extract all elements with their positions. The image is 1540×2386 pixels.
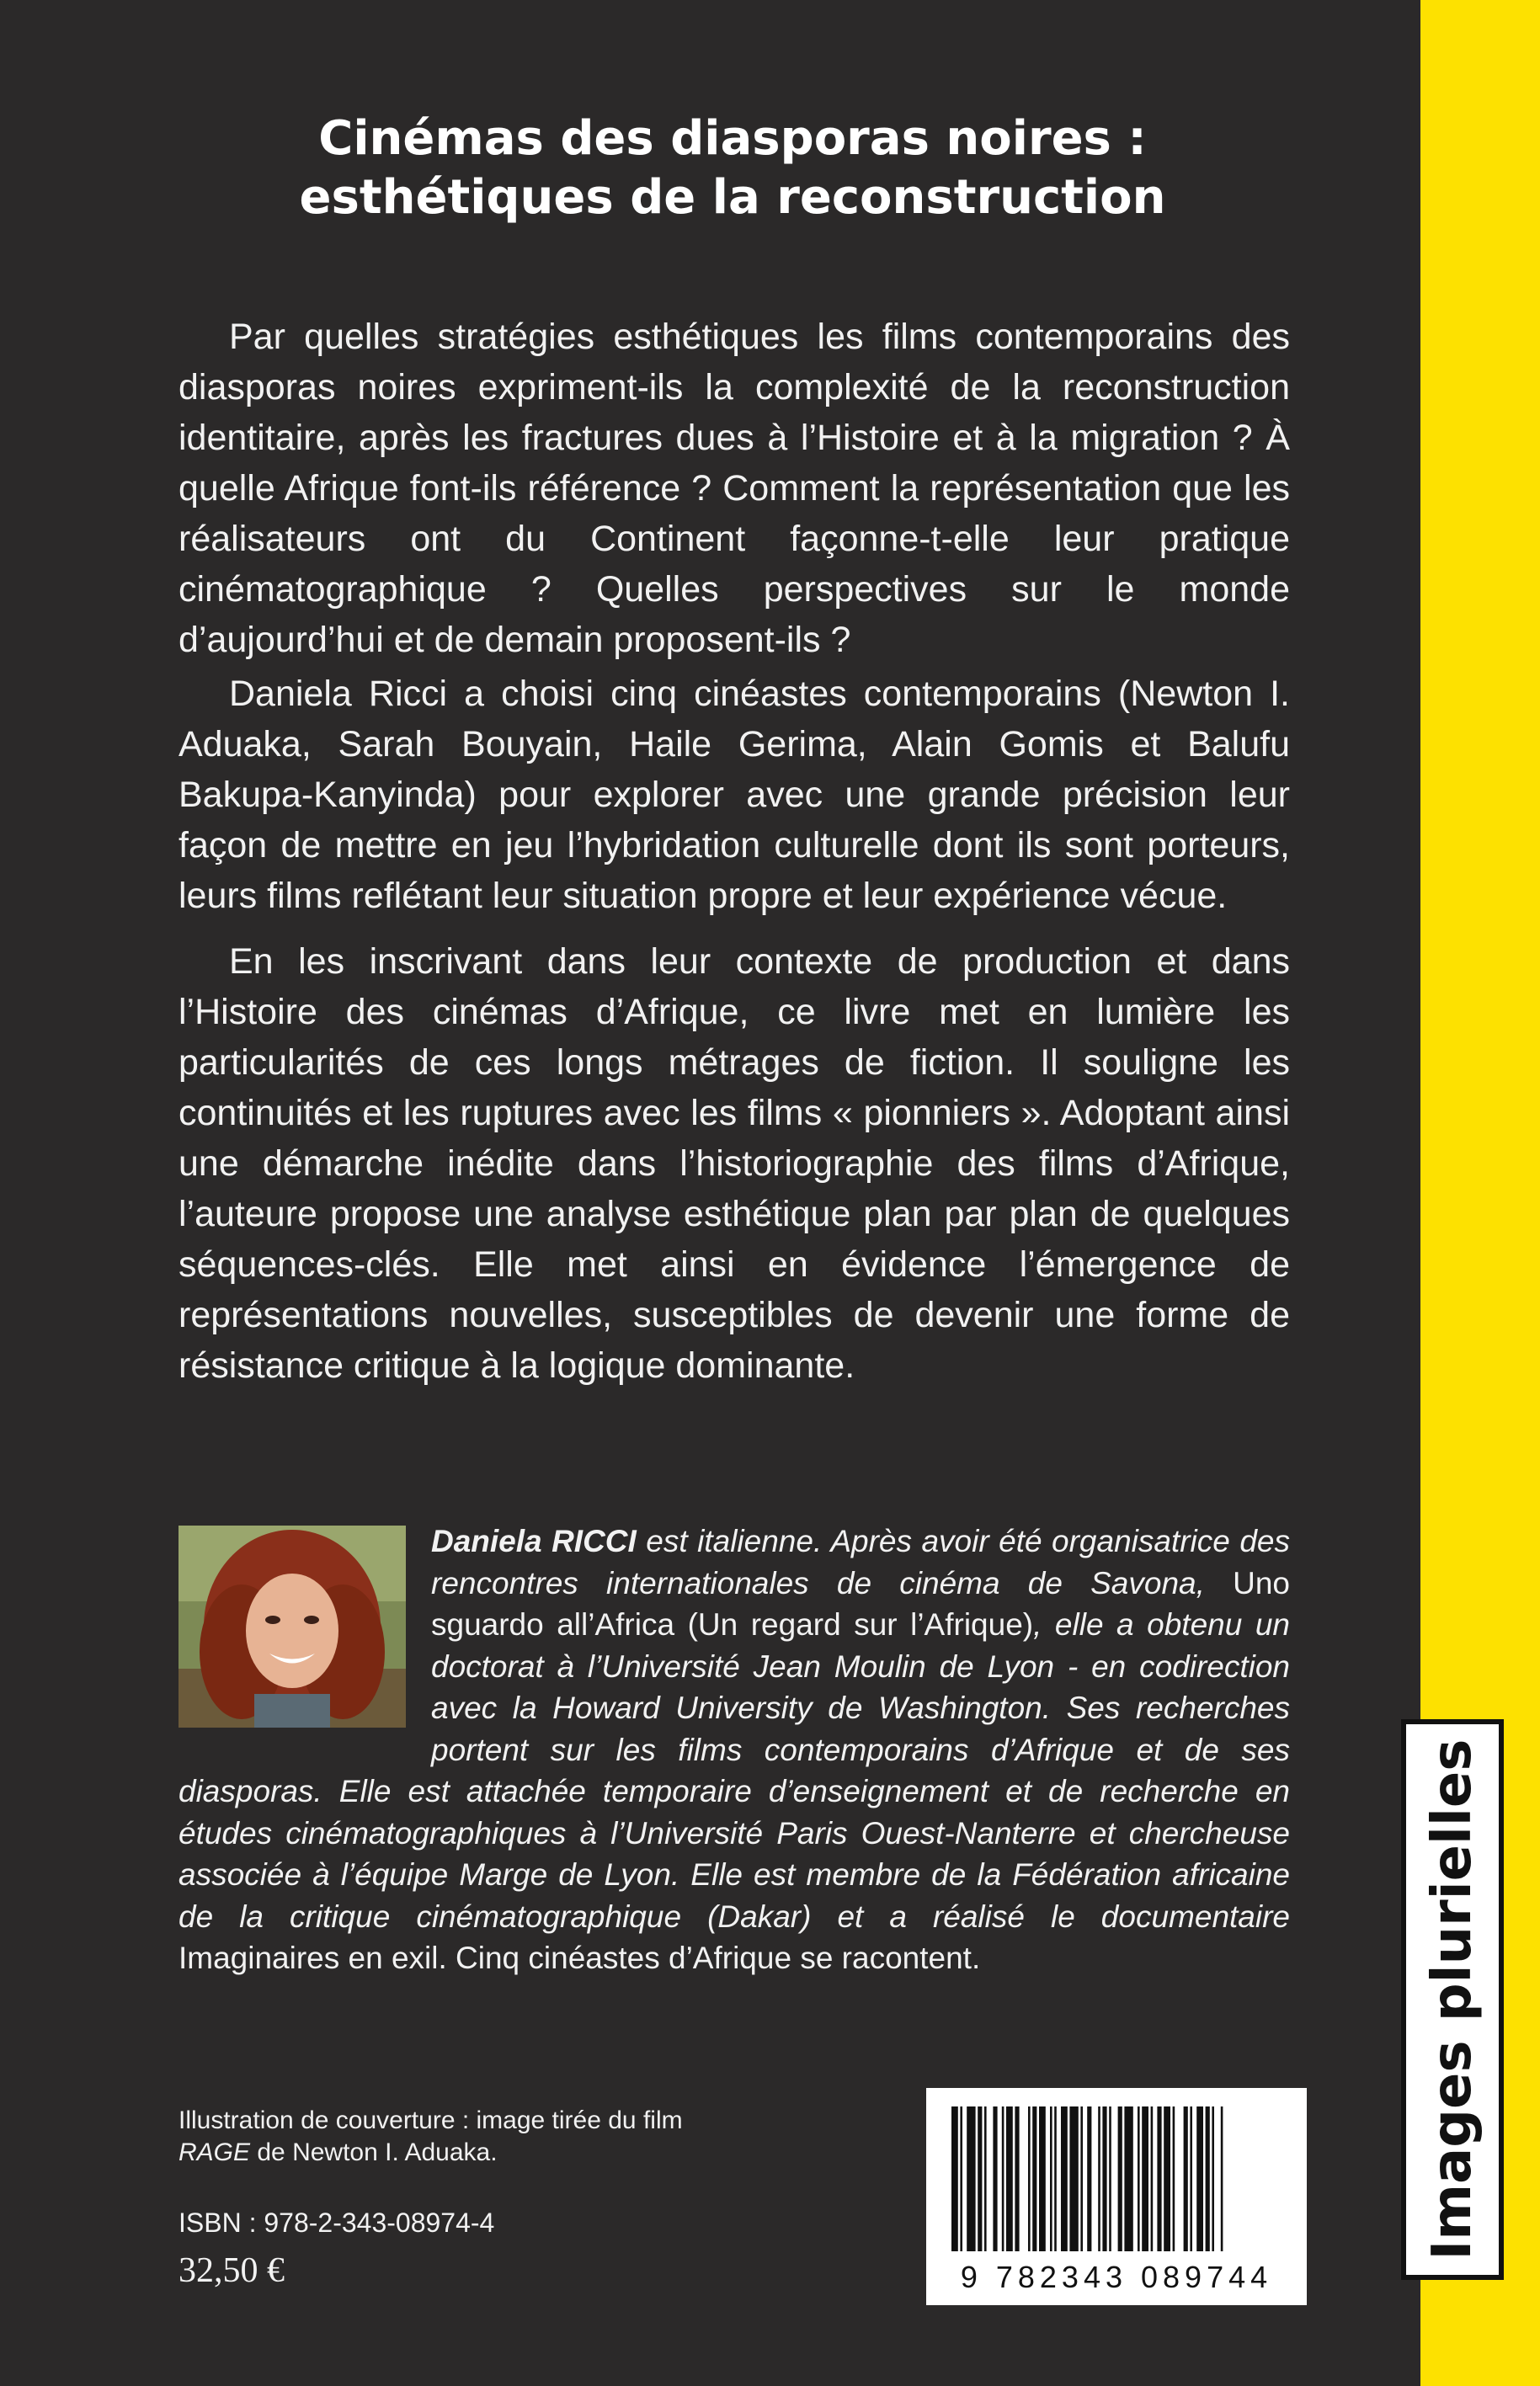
isbn: ISBN : 978-2-343-08974-4 [179, 2208, 495, 2238]
bio-text-1: est italienne. Après avoir été organisatrice des rencontres internationales de cinéma de Savona, [431, 1524, 1290, 1600]
series-label-box [1401, 1719, 1504, 2280]
series-label: Images plurielles [1421, 1739, 1484, 2261]
illustration-line-2: de Newton I. Aduaka. [250, 2138, 498, 2166]
summary-paragraph-3: En les inscrivant dans leur contexte de production et dans l’Histoire des cinémas d’Afrique, ce livre met en lumière les particularités de ces longs métrages de fiction. Il souligne les continuités et les ruptures avec les films « pionniers ». Adoptant ainsi une démarche inédite dans l’historiographie des films d’Afrique, l’auteure propose une analyse esthétique plan par plan de quelques séquences-clés. Elle met ainsi en évidence l’émergence de représentations nouvelles, susceptibles de devenir une forme de résistance critique à la logique dominante. [179, 941, 1290, 1386]
summary-paragraph-2: Daniela Ricci a choisi cinq cinéastes contemporains (Newton I. Aduaka, Sarah Bouyain, Haile Gerima, Alain Gomis et Balufu Bakupa-Kanyinda) pour explorer avec une grande précision leur façon de mettre en jeu l’hybridation culturelle dont ils sont porteurs, leurs films reflétant leur situation propre et leur expérience vécue. [179, 674, 1290, 916]
illustration-line-1: Illustration de couverture : image tirée du film [179, 2106, 683, 2134]
author-name: Daniela RICCI [431, 1524, 637, 1558]
cover-illustration-credit [179, 2105, 768, 2169]
documentary-title: Imaginaires en exil. Cinq cinéastes d’Afrique se racontent. [179, 1941, 981, 1975]
barcode-number: 9 782343 089744 [960, 2260, 1273, 2294]
summary-paragraph-1: Par quelles stratégies esthétiques les films contemporains des diasporas noires expriment-ils la complexité de la reconstruction identitaire, après les fractures dues à l’Histoire et à la migration ? À quelle Afrique font-ils référence ? Comment la représentation que les réalisateurs ont du Continent façonne-t-elle leur pratique cinématographique ? Quelles perspectives sur le monde d’aujourd’hui et de demain proposent-ils ? [179, 317, 1290, 660]
title-line-1: Cinémas des diasporas noires : [318, 111, 1147, 166]
barcode [926, 2088, 1307, 2305]
back-cover-summary [179, 312, 1290, 1391]
festival-name: Uno sguardo all’Africa (Un regard sur l’Afrique) [431, 1565, 1290, 1642]
bio-text-2: , elle a obtenu un doctorat à l’Université Jean Moulin de Lyon - en codirection avec la Howard University de Washington. Ses recherches portent sur les films contemporains d’Afrique et de ses diasporas. Elle est attachée temporaire d’enseignement et de recherche en études cinématographiques à l’Université Paris Ouest-Nanterre et chercheuse associée à l’équipe Marge de Lyon. Elle est membre de la Fédération africaine de la critique cinématographique (Dakar) et a réalisé le documentaire [179, 1607, 1290, 1934]
price: 32,50 € [179, 2251, 285, 2290]
author-biography [179, 1521, 1290, 1979]
book-title [210, 109, 1255, 227]
illustration-film-title: RAGE [179, 2138, 251, 2166]
title-line-2: esthétiques de la reconstruction [299, 170, 1166, 225]
